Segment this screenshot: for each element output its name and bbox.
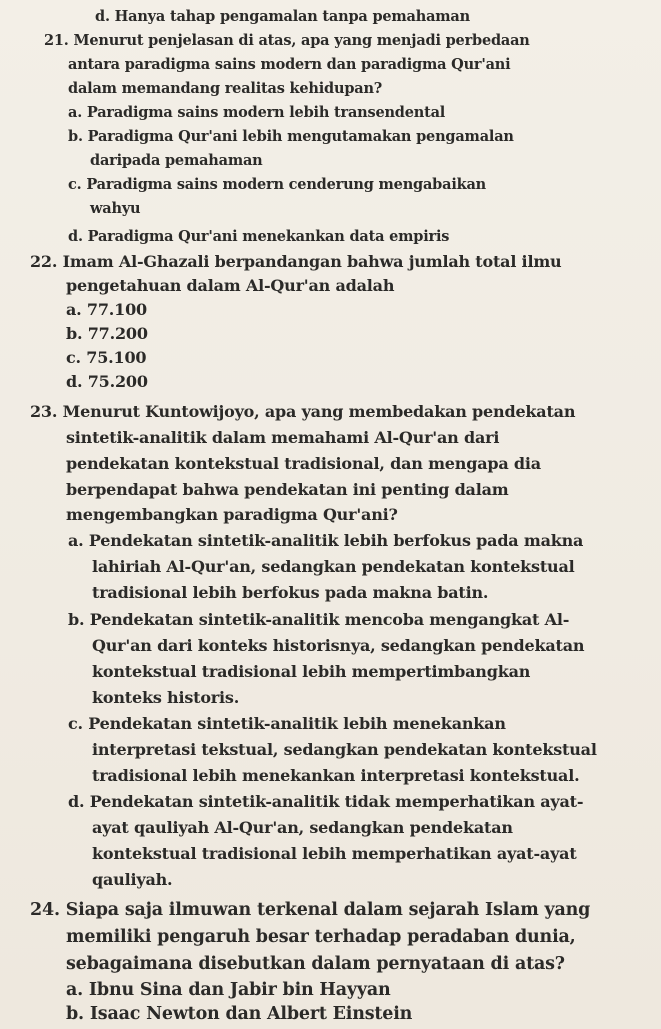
q24-stem-line3: sebagaimana disebutkan dalam pernyataan di atas?: [66, 954, 565, 974]
q24-stem-line2: memiliki pengaruh besar terhadap peradaban dunia,: [66, 927, 576, 947]
q23-option-d-line2: ayat qauliyah Al-Qur'an, sedangkan pendekatan: [92, 818, 513, 837]
q23-stem-line4: berpendapat bahwa pendekatan ini penting dalam: [66, 480, 509, 499]
q23-stem-line3: pendekatan kontekstual tradisional, dan mengapa dia: [66, 454, 541, 473]
q23-option-a-line2: lahiriah Al-Qur'an, sedangkan pendekatan kontekstual: [92, 557, 575, 576]
q23-option-b-line1: b. Pendekatan sintetik-analitik mencoba mengangkat Al-: [68, 610, 570, 629]
q21-stem-line3: dalam memandang realitas kehidupan?: [68, 80, 383, 97]
q22-stem-line1: 22. Imam Al-Ghazali berpandangan bahwa jumlah total ilmu: [30, 252, 562, 271]
q22-option-a: a. 77.100: [66, 300, 147, 319]
q23-option-d-line4: qauliyah.: [92, 870, 173, 889]
q23-option-d-line3: kontekstual tradisional lebih memperhatikan ayat-ayat: [92, 844, 577, 863]
q22-option-d: d. 75.200: [66, 372, 148, 391]
q24-option-b: b. Isaac Newton dan Albert Einstein: [66, 1004, 413, 1024]
q23-stem-line5: mengembangkan paradigma Qur'ani?: [66, 505, 398, 524]
q23-option-b-line4: konteks historis.: [92, 688, 240, 707]
q24-stem-line1: 24. Siapa saja ilmuwan terkenal dalam sejarah Islam yang: [30, 900, 591, 920]
q23-option-b-line2: Qur'an dari konteks historisnya, sedangkan pendekatan: [92, 636, 585, 655]
q20-option-d: d. Hanya tahap pengamalan tanpa pemahaman: [95, 8, 470, 25]
q23-option-a-line3: tradisional lebih berfokus pada makna batin.: [92, 583, 489, 602]
q21-stem-line1: 21. Menurut penjelasan di atas, apa yang menjadi perbedaan: [44, 32, 530, 49]
q23-stem-line1: 23. Menurut Kuntowijoyo, apa yang membedakan pendekatan: [30, 402, 576, 421]
q23-option-c-line2: interpretasi tekstual, sedangkan pendekatan kontekstual: [92, 740, 597, 759]
q21-option-b-cont: daripada pemahaman: [90, 152, 263, 169]
q22-option-b: b. 77.200: [66, 324, 148, 343]
q21-option-b: b. Paradigma Qur'ani lebih mengutamakan pengamalan: [68, 128, 514, 145]
q21-option-c: c. Paradigma sains modern cenderung mengabaikan: [68, 176, 487, 193]
q23-option-c-line3: tradisional lebih menekankan interpretasi kontekstual.: [92, 766, 580, 785]
q22-stem-line2: pengetahuan dalam Al-Qur'an adalah: [66, 276, 395, 295]
q23-option-a-line1: a. Pendekatan sintetik-analitik lebih berfokus pada makna: [68, 531, 584, 550]
q23-option-c-line1: c. Pendekatan sintetik-analitik lebih menekankan: [68, 714, 506, 733]
q23-option-d-line1: d. Pendekatan sintetik-analitik tidak memperhatikan ayat-: [68, 792, 584, 811]
q23-stem-line2: sintetik-analitik dalam memahami Al-Qur'an dari: [66, 428, 500, 447]
q21-option-d: d. Paradigma Qur'ani menekankan data empiris: [68, 228, 450, 245]
q22-option-c: c. 75.100: [66, 348, 147, 367]
q23-option-b-line3: kontekstual tradisional lebih mempertimbangkan: [92, 662, 531, 681]
q21-option-c-cont: wahyu: [90, 200, 141, 217]
q21-stem-line2: antara paradigma sains modern dan paradigma Qur'ani: [68, 56, 511, 73]
q21-option-a: a. Paradigma sains modern lebih transendental: [68, 104, 446, 121]
q24-option-a: a. Ibnu Sina dan Jabir bin Hayyan: [66, 980, 391, 1000]
